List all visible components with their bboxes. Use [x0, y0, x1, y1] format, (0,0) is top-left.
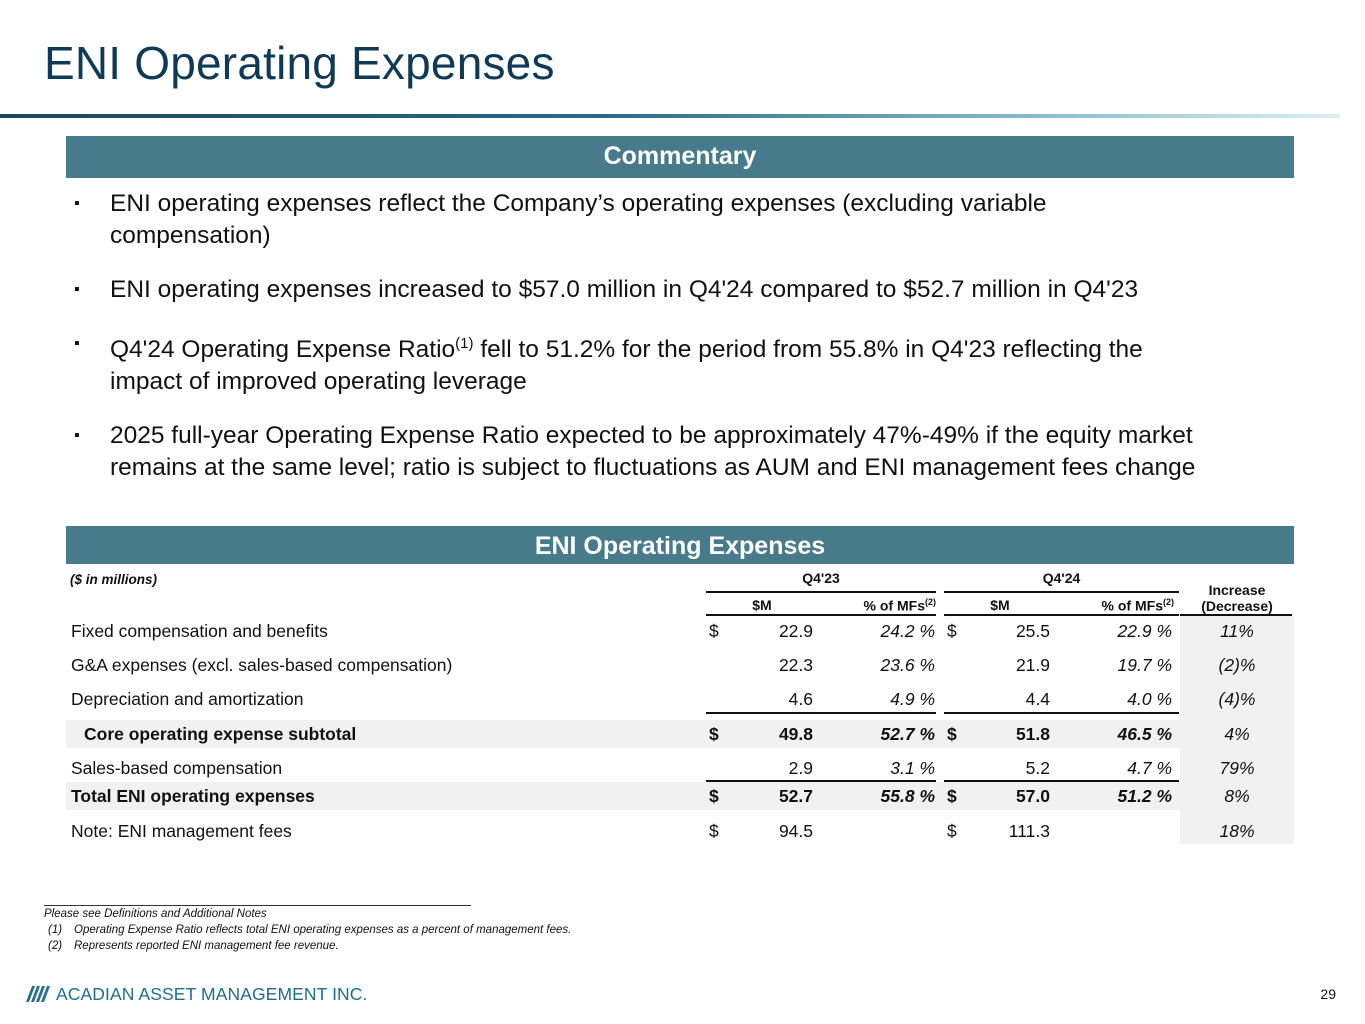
diagonal-stripes-icon: [26, 986, 52, 1002]
title-divider: [0, 114, 1340, 118]
dollar-sign: $: [947, 786, 957, 806]
value-q4-23: 22.9: [778, 621, 813, 641]
commentary-bullet: [74, 328, 1304, 398]
pct-q4-24: 22.9 %: [1117, 621, 1172, 641]
definitions-note: Please see Definitions and Additional Notes: [44, 908, 267, 920]
period-header-q4-24: Q4'24: [1042, 570, 1081, 586]
value-q4-24: 5.2: [1025, 758, 1050, 778]
pct-q4-23: 3.1 %: [890, 758, 935, 778]
period-header-q4-23: Q4'23: [802, 570, 840, 586]
dollar-sign: $: [709, 786, 719, 806]
col-header-m: $M: [752, 597, 772, 613]
value-q4-23: 94.5: [778, 821, 813, 841]
bullet-text-line: ENI operating expenses increased to $57.0 million in Q4'24 compared to $52.7 million in Q4'23: [110, 276, 1139, 303]
row-label: Fixed compensation and benefits: [71, 621, 328, 641]
logo-text: ACADIAN ASSET MANAGEMENT INC.: [56, 983, 368, 1004]
change-value: 11%: [1220, 621, 1254, 641]
bullet-text-line: 2025 full-year Operating Expense Ratio expected to be approximately 47%-49% if the equity market: [110, 422, 1193, 450]
change-value: 79%: [1219, 758, 1255, 778]
pct-q4-24: 19.7 %: [1117, 655, 1172, 675]
pct-q4-24: 46.5 %: [1117, 724, 1172, 744]
total-rule: [944, 780, 1179, 782]
bullet-text-line: Q4'24 Operating Expense Ratio: [110, 336, 456, 364]
col-header-pct: % of MFs$^{(2)}$: [863, 597, 936, 614]
change-value: (2)%: [1218, 655, 1256, 675]
dollar-sign: $: [709, 821, 719, 841]
footnote: (1) Operating Expense Ratio reflects total ENI operating expenses as a percent of management fees.: [48, 924, 572, 936]
value-q4-23: 2.9: [788, 758, 813, 778]
value-q4-23: 4.6: [788, 689, 813, 709]
row-label: Total ENI operating expenses: [71, 786, 315, 806]
row-label: Core operating expense subtotal: [84, 724, 357, 744]
row-label: G&A expenses (excl. sales-based compensation): [71, 655, 453, 675]
bullet-marker: ▪: [74, 335, 80, 352]
col-header-m: $M: [990, 597, 1010, 613]
expenses-table: [66, 566, 1294, 846]
bullet-text-line: impact of improved operating leverage: [110, 368, 527, 396]
pct-q4-23: 52.7 %: [880, 724, 935, 744]
company-logo: [26, 984, 367, 1004]
pct-q4-24: 51.2 %: [1117, 786, 1172, 806]
change-value: 4%: [1224, 724, 1250, 744]
col-header-underline: [1180, 614, 1292, 616]
footnote-divider: [44, 905, 471, 906]
commentary-bullets: [74, 188, 1304, 506]
pct-q4-23: 24.2 %: [880, 621, 935, 641]
footnote: (2) Represents reported ENI management fee revenue.: [48, 940, 339, 952]
col-header-underline: [944, 614, 1179, 616]
value-q4-23: 22.3: [778, 655, 813, 675]
value-q4-23: 49.8: [778, 724, 813, 744]
bullet-marker: ▪: [74, 427, 80, 445]
value-q4-24: 21.9: [1015, 655, 1050, 675]
value-q4-24: 51.8: [1015, 724, 1050, 744]
total-rule: [706, 780, 936, 782]
dollar-sign: $: [947, 821, 957, 841]
bullet-text-line: remains at the same level; ratio is subject to fluctuations as AUM and ENI management fees change: [110, 454, 1196, 482]
value-q4-24: 111.3: [1008, 821, 1050, 841]
change-value: 8%: [1224, 786, 1250, 806]
dollar-sign: $: [709, 724, 719, 744]
change-value: (4)%: [1218, 689, 1256, 709]
col-header-pct: % of MFs$^{(2)}$: [1101, 597, 1174, 614]
pct-q4-23: 55.8 %: [880, 786, 935, 806]
dollar-sign: $: [709, 621, 719, 641]
value-q4-24: 57.0: [1015, 786, 1050, 806]
subtotal-rule: [706, 712, 936, 714]
value-q4-24: 4.4: [1025, 689, 1050, 709]
row-label: Note: ENI management fees: [71, 821, 292, 841]
commentary-bullet: [74, 188, 1304, 252]
commentary-bullet: [74, 420, 1304, 484]
commentary-bullet: [74, 274, 1304, 306]
pct-q4-24: 4.7 %: [1127, 758, 1172, 778]
period-underline: [944, 591, 1179, 593]
bullet-text-line: ENI operating expenses reflect the Company’s operating expenses (excluding variable: [110, 190, 1047, 217]
change-value: 18%: [1219, 821, 1255, 841]
bullet-text-line: fell to 51.2% for the period from 55.8% in Q4'23 reflecting the: [473, 336, 1143, 364]
pct-q4-23: 23.6 %: [880, 655, 935, 675]
value-q4-23: 52.7: [778, 786, 813, 806]
col-header-change: Increase (Decrease): [1201, 582, 1273, 614]
page-number: 29: [1320, 986, 1336, 1002]
dollar-sign: $: [947, 621, 957, 641]
pct-q4-23: 4.9 %: [890, 689, 935, 709]
row-label: Depreciation and amortization: [71, 689, 304, 709]
units-label: ($ in millions): [70, 572, 158, 587]
pct-q4-24: 4.0 %: [1127, 689, 1172, 709]
subtotal-rule: [944, 712, 1179, 714]
table-header: ENI Operating Expenses: [66, 526, 1294, 564]
period-underline: [706, 591, 936, 593]
footnote-ref: (1): [455, 335, 474, 352]
row-label: Sales-based compensation: [71, 758, 283, 778]
page-title: ENI Operating Expenses: [44, 37, 555, 89]
value-q4-24: 25.5: [1015, 621, 1050, 641]
bullet-text-line: compensation): [110, 222, 271, 249]
commentary-header: Commentary: [66, 136, 1294, 178]
bullet-marker: ▪: [74, 281, 80, 298]
bullet-marker: ▪: [74, 195, 80, 212]
col-header-underline: [706, 614, 936, 616]
dollar-sign: $: [947, 724, 957, 744]
